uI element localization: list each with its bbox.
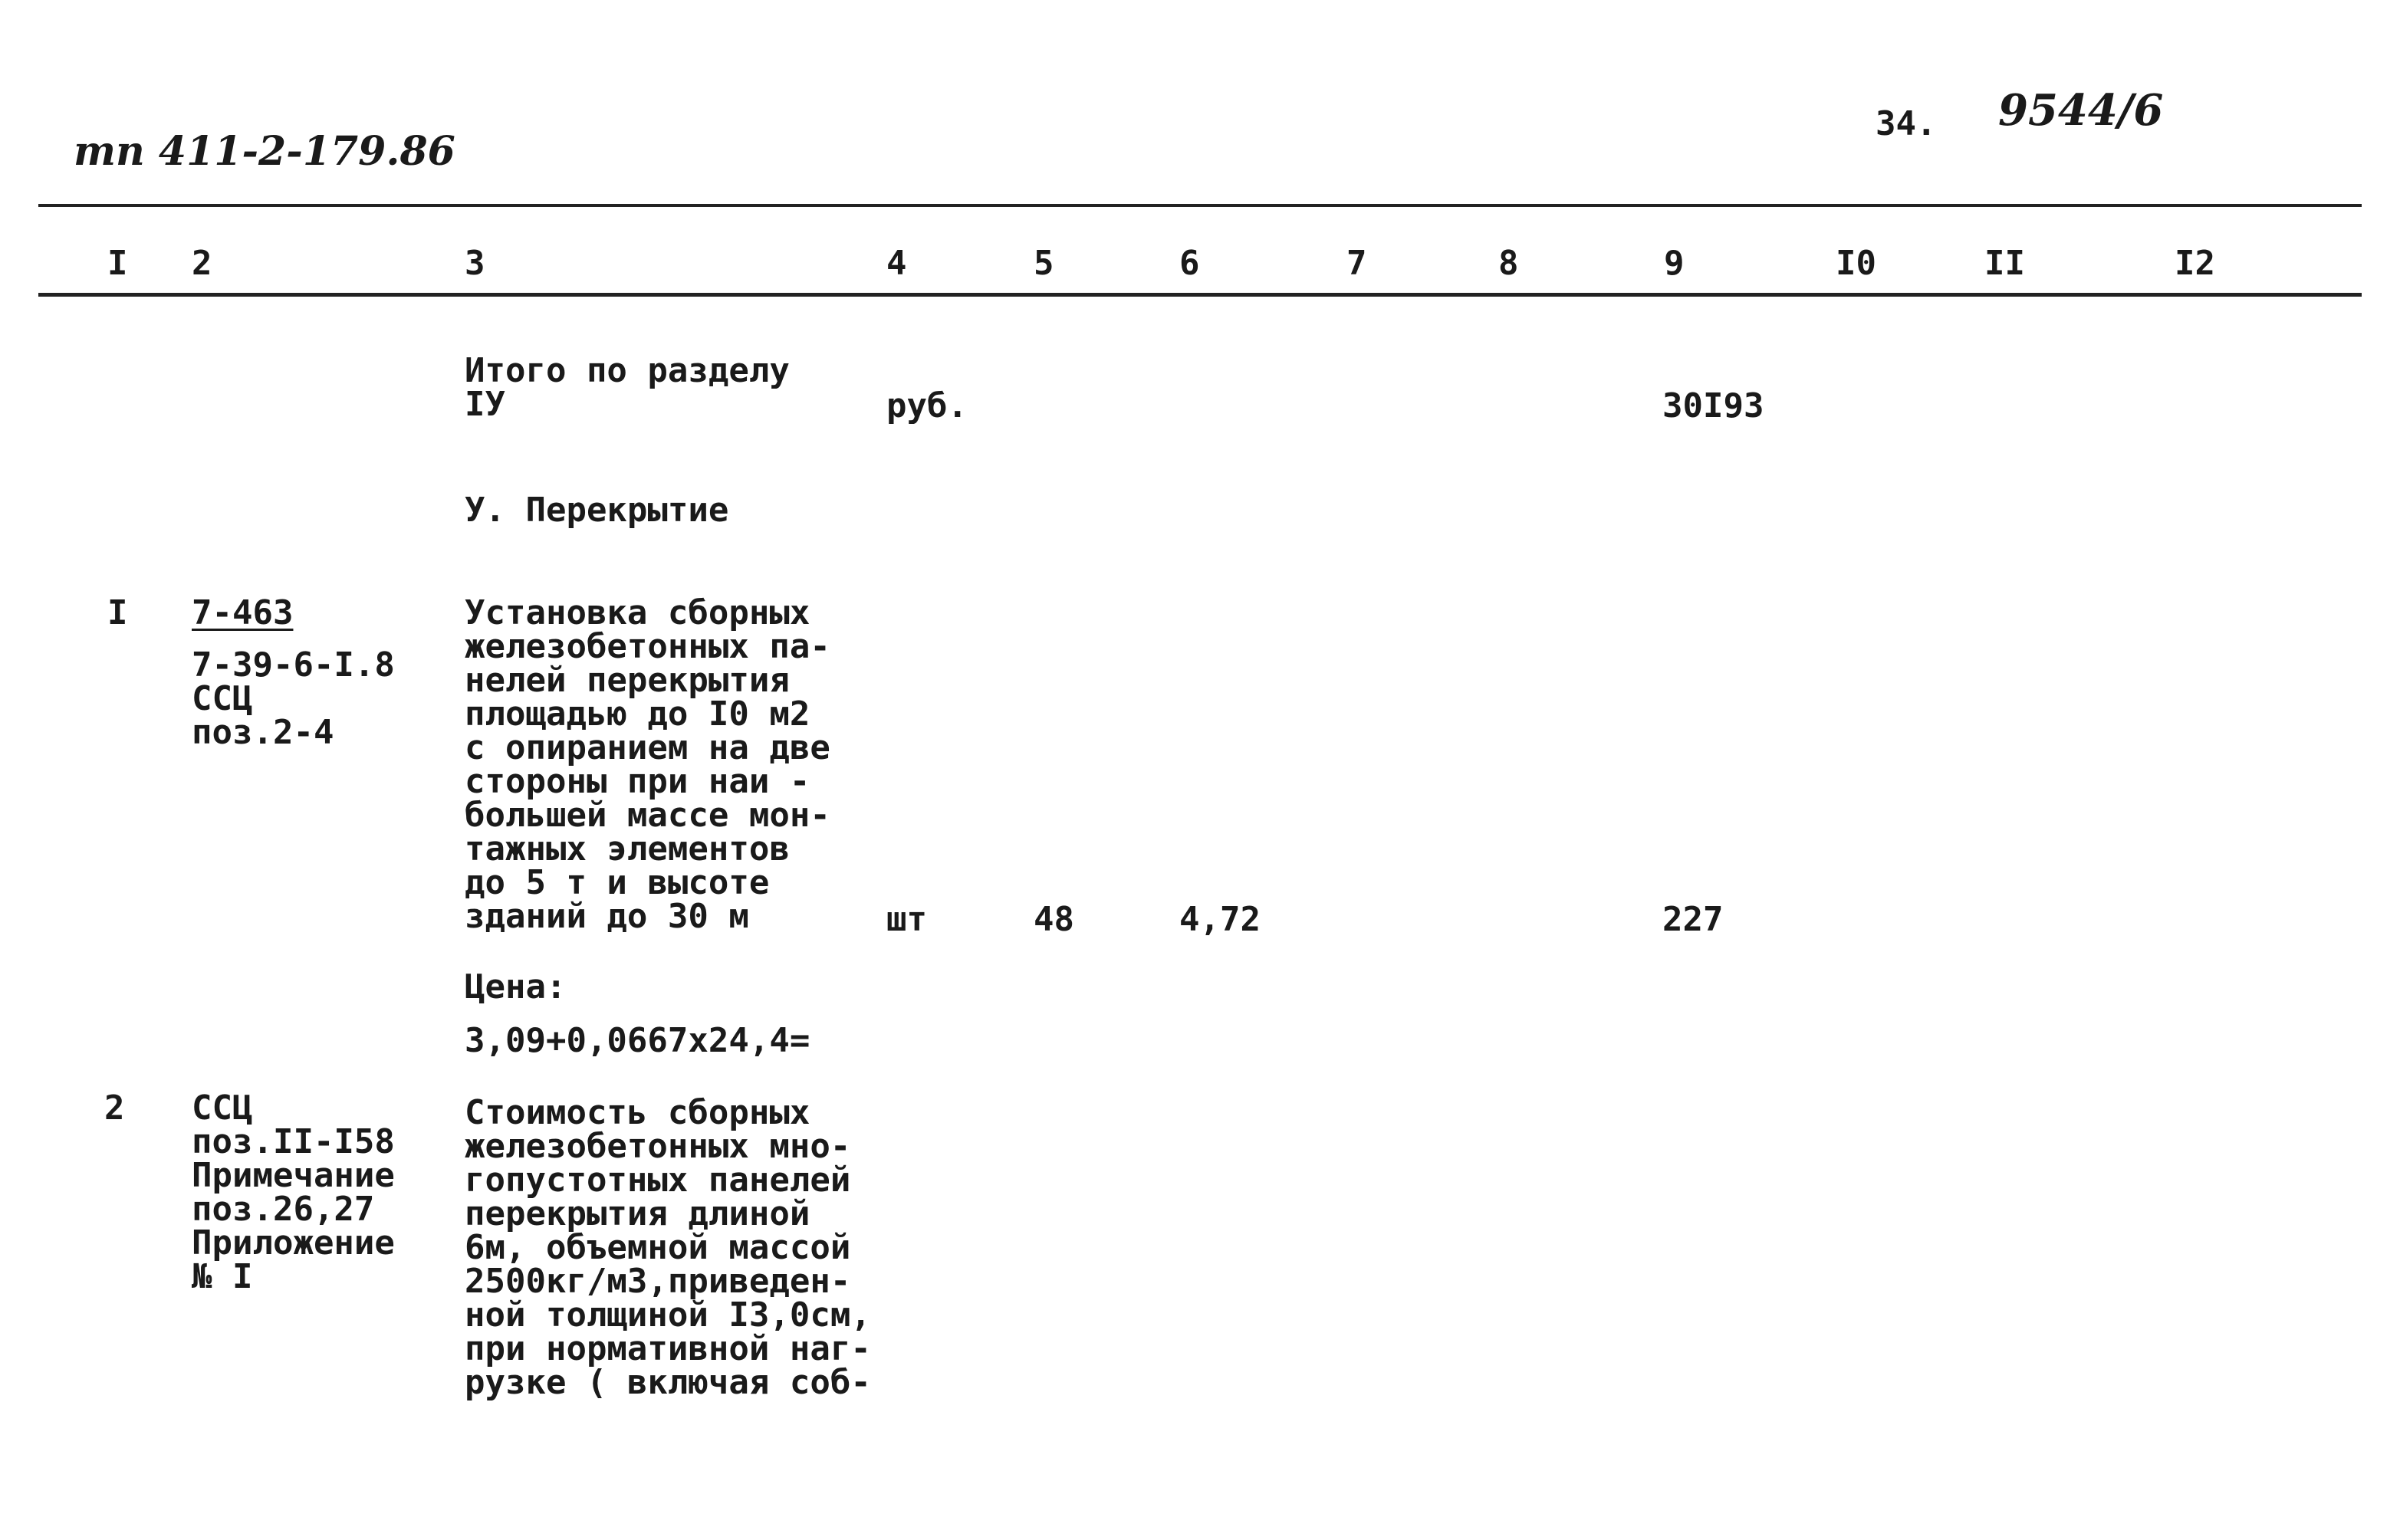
row-number: I	[107, 593, 128, 632]
table-top-rule	[38, 204, 2362, 207]
column-header: 3	[465, 244, 485, 283]
column-header: I2	[2175, 244, 2215, 283]
column-header: 6	[1179, 244, 1200, 283]
document-code: тп 411-2-179.86	[74, 128, 455, 175]
section-total-label: Итого по разделу IУ	[465, 351, 790, 424]
row-code-details: ССЦ поз.II-I58 Примечание поз.26,27 Приложение № I	[192, 1089, 395, 1296]
column-header: 9	[1664, 244, 1685, 283]
column-header: II	[1984, 244, 2025, 283]
table-header-rule	[38, 293, 2362, 297]
row-price-label: Цена:	[465, 967, 567, 1006]
archive-number: 9544/6	[1998, 85, 2164, 136]
column-header: 4	[886, 244, 907, 283]
column-header: I0	[1836, 244, 1876, 283]
column-header: 2	[192, 244, 212, 283]
page-number: 34.	[1876, 104, 1937, 143]
column-header: 8	[1498, 244, 1519, 283]
column-header: 5	[1034, 244, 1054, 283]
row-description: Стоимость сборных железобетонных мно- гопустотных панелей перекрытия длиной 6м, объемной массой 2500кг/м3,приведен- ной толщиной I3,0см, при нормативной наг- рузке ( включая соб-	[465, 1093, 871, 1402]
row-total: 227	[1662, 900, 1724, 939]
section-title: У. Перекрытие	[465, 491, 729, 530]
row-code-main: 7-463	[192, 593, 294, 632]
section-total-value: 30I93	[1662, 386, 1764, 425]
row-number: 2	[104, 1089, 125, 1128]
row-price-formula: 3,09+0,0667х24,4=	[465, 1021, 810, 1060]
row-unit: шт	[886, 900, 927, 939]
row-quantity: 48	[1034, 900, 1074, 939]
row-price: 4,72	[1179, 900, 1261, 939]
row-code-details: 7-39-6-I.8 ССЦ поз.2-4	[192, 645, 395, 752]
column-header: 7	[1346, 244, 1367, 283]
column-header: I	[107, 244, 128, 283]
section-total-unit: руб.	[886, 386, 968, 425]
row-description: Установка сборных железобетонных па- нелей перекрытия площадью до I0 м2 с опиранием на две стороны при наи - большей массе мон- тажных элементов до 5 т и высоте зданий до 30 м	[465, 593, 830, 936]
